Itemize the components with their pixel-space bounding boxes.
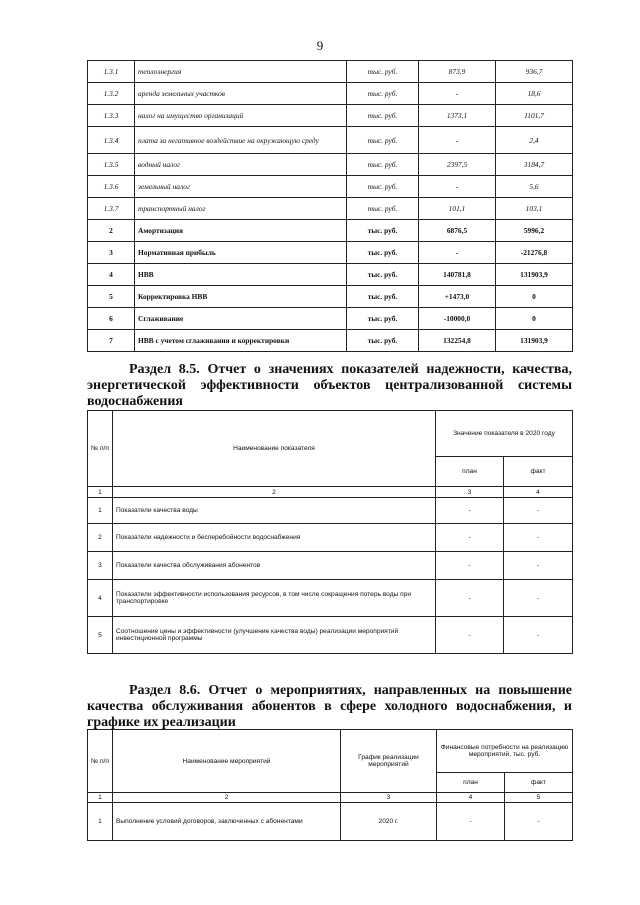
row-value-1: 101,1 bbox=[419, 198, 496, 220]
row-unit: тыс. руб. bbox=[347, 105, 419, 127]
row-value-2: 131903,9 bbox=[496, 330, 573, 352]
row-value-2: 2,4 bbox=[496, 127, 573, 154]
row-name: Амортизация bbox=[135, 220, 347, 242]
row-value-2: 5996,2 bbox=[496, 220, 573, 242]
cost-row bbox=[88, 220, 573, 242]
row-number: 3 bbox=[88, 552, 113, 580]
row-number: 1.3.5 bbox=[88, 154, 135, 176]
cost-row bbox=[88, 242, 573, 264]
indicator-row bbox=[88, 580, 573, 617]
row-value-2: 18,6 bbox=[496, 83, 573, 105]
header-plan: план bbox=[437, 773, 505, 793]
cost-row bbox=[88, 176, 573, 198]
row-number: 1.3.3 bbox=[88, 105, 135, 127]
cost-table-body bbox=[88, 61, 573, 352]
row-name: плата за негативное воздействие на окружающую среду bbox=[135, 127, 347, 154]
section-8-6-line3: графике их реализации bbox=[87, 715, 236, 730]
row-value-2: 103,1 bbox=[496, 198, 573, 220]
row-name: транспортный налог bbox=[135, 198, 347, 220]
section-8-5-line3: водоснабжения bbox=[87, 394, 183, 409]
cost-row bbox=[88, 286, 573, 308]
row-name: Выполнение условий договоров, заключенных с абонентами bbox=[113, 803, 341, 841]
row-value-1: -10000,0 bbox=[419, 308, 496, 330]
row-fact: - bbox=[504, 524, 573, 552]
row-unit: тыс. руб. bbox=[347, 83, 419, 105]
row-unit: тыс. руб. bbox=[347, 127, 419, 154]
section-8-5-line2: энергетической эффективности объектов централизованной системы bbox=[87, 378, 572, 393]
index-cell: 1 bbox=[88, 793, 113, 803]
header-finance: Финансовые потребности на реализацию мероприятий, тыс. руб. bbox=[437, 730, 573, 773]
row-name: земельный налог bbox=[135, 176, 347, 198]
row-value-1: 1373,1 bbox=[419, 105, 496, 127]
row-number: 6 bbox=[88, 308, 135, 330]
header-plan: план bbox=[436, 457, 504, 487]
row-name: водный налог bbox=[135, 154, 347, 176]
indicators-table-body bbox=[88, 498, 573, 654]
index-cell: 2 bbox=[113, 487, 436, 498]
row-number: 5 bbox=[88, 617, 113, 654]
row-unit: тыс. руб. bbox=[347, 154, 419, 176]
header-schedule: График реализации мероприятий bbox=[341, 730, 437, 793]
index-cell: 4 bbox=[437, 793, 505, 803]
measures-table-body bbox=[88, 803, 573, 841]
header-name: Наименование мероприятий bbox=[113, 730, 341, 793]
row-plan: - bbox=[436, 580, 504, 617]
section-8-5-line1: Раздел 8.5. Отчет о значениях показателей надежности, качества, bbox=[129, 362, 572, 377]
header-name: Наименование показателя bbox=[113, 411, 436, 487]
section-8-5-heading bbox=[87, 362, 572, 410]
row-value-2: 3184,7 bbox=[496, 154, 573, 176]
row-number: 7 bbox=[88, 330, 135, 352]
index-cell: 4 bbox=[504, 487, 573, 498]
header-num: № п/п bbox=[88, 411, 113, 487]
index-cell: 1 bbox=[88, 487, 113, 498]
cost-row bbox=[88, 83, 573, 105]
row-value-1: - bbox=[419, 176, 496, 198]
row-value-2: 1101,7 bbox=[496, 105, 573, 127]
indicator-row bbox=[88, 524, 573, 552]
row-value-2: 131903,9 bbox=[496, 264, 573, 286]
row-value-1: 132254,8 bbox=[419, 330, 496, 352]
row-name: Показатели качества обслуживания абонентов bbox=[113, 552, 436, 580]
section-8-6-line2: качества обслуживания абонентов в сфере холодного водоснабжения, и bbox=[87, 699, 572, 714]
section-8-6-heading bbox=[87, 683, 572, 731]
row-unit: тыс. руб. bbox=[347, 176, 419, 198]
row-name: Показатели эффективности использования ресурсов, в том числе сокращения потерь воды при транспортировке bbox=[113, 580, 436, 617]
row-value-2: -21276,8 bbox=[496, 242, 573, 264]
cost-table bbox=[87, 60, 573, 352]
cost-row bbox=[88, 61, 573, 83]
row-number: 1.3.1 bbox=[88, 61, 135, 83]
row-plan: - bbox=[436, 617, 504, 654]
row-schedule: 2020 г. bbox=[341, 803, 437, 841]
header-fact: факт bbox=[505, 773, 573, 793]
row-number: 1 bbox=[88, 803, 113, 841]
row-name: Показатели надежности и бесперебойности водоснабжения bbox=[113, 524, 436, 552]
row-number: 1 bbox=[88, 498, 113, 524]
index-cell: 2 bbox=[113, 793, 341, 803]
row-number: 4 bbox=[88, 264, 135, 286]
indicators-table bbox=[87, 410, 573, 654]
row-fact: - bbox=[504, 552, 573, 580]
row-value-1: 6876,5 bbox=[419, 220, 496, 242]
row-unit: тыс. руб. bbox=[347, 330, 419, 352]
row-value-1: 873,9 bbox=[419, 61, 496, 83]
row-number: 1.3.6 bbox=[88, 176, 135, 198]
row-name: НВВ с учетом сглаживания и корректировки bbox=[135, 330, 347, 352]
row-value-2: 0 bbox=[496, 286, 573, 308]
row-number: 2 bbox=[88, 524, 113, 552]
row-unit: тыс. руб. bbox=[347, 198, 419, 220]
cost-row bbox=[88, 154, 573, 176]
cost-row bbox=[88, 105, 573, 127]
row-name: НВВ bbox=[135, 264, 347, 286]
row-value-2: 936,7 bbox=[496, 61, 573, 83]
cost-row bbox=[88, 264, 573, 286]
row-number: 1.3.7 bbox=[88, 198, 135, 220]
row-plan: - bbox=[436, 524, 504, 552]
row-plan: - bbox=[436, 498, 504, 524]
row-fact: - bbox=[504, 617, 573, 654]
row-value-1: +1473,0 bbox=[419, 286, 496, 308]
cost-row bbox=[88, 198, 573, 220]
row-unit: тыс. руб. bbox=[347, 242, 419, 264]
row-number: 4 bbox=[88, 580, 113, 617]
row-plan: - bbox=[436, 552, 504, 580]
row-name: налог на имущество организаций bbox=[135, 105, 347, 127]
row-value-2: 0 bbox=[496, 308, 573, 330]
header-fact: факт bbox=[504, 457, 573, 487]
row-name: Показатели качества воды bbox=[113, 498, 436, 524]
row-unit: тыс. руб. bbox=[347, 220, 419, 242]
row-number: 2 bbox=[88, 220, 135, 242]
index-cell: 3 bbox=[341, 793, 437, 803]
cost-row bbox=[88, 330, 573, 352]
index-cell: 5 bbox=[505, 793, 573, 803]
row-fact: - bbox=[504, 580, 573, 617]
row-value-1: - bbox=[419, 83, 496, 105]
row-value-1: 140781,8 bbox=[419, 264, 496, 286]
indicator-row bbox=[88, 498, 573, 524]
row-unit: тыс. руб. bbox=[347, 61, 419, 83]
indicator-row bbox=[88, 552, 573, 580]
header-value: Значение показателя в 2020 году bbox=[436, 411, 573, 457]
index-cell: 3 bbox=[436, 487, 504, 498]
row-name: Корректировка НВВ bbox=[135, 286, 347, 308]
cost-row bbox=[88, 127, 573, 154]
row-name: аренда земельных участков bbox=[135, 83, 347, 105]
row-fact: - bbox=[505, 803, 573, 841]
header-num: № п/п bbox=[88, 730, 113, 793]
row-plan: - bbox=[437, 803, 505, 841]
measures-table bbox=[87, 729, 573, 841]
row-number: 1.3.4 bbox=[88, 127, 135, 154]
row-number: 5 bbox=[88, 286, 135, 308]
row-fact: - bbox=[504, 498, 573, 524]
row-value-1: - bbox=[419, 127, 496, 154]
row-number: 1.3.2 bbox=[88, 83, 135, 105]
row-value-1: 2397,5 bbox=[419, 154, 496, 176]
row-unit: тыс. руб. bbox=[347, 264, 419, 286]
row-name: теплоэнергия bbox=[135, 61, 347, 83]
section-8-6-line1: Раздел 8.6. Отчет о мероприятиях, направленных на повышение bbox=[129, 683, 572, 698]
row-name: Соотношение цены и эффективности (улучшение качества воды) реализации мероприятий инвестиционной программы bbox=[113, 617, 436, 654]
row-value-1: - bbox=[419, 242, 496, 264]
row-unit: тыс. руб. bbox=[347, 308, 419, 330]
cost-row bbox=[88, 308, 573, 330]
row-number: 3 bbox=[88, 242, 135, 264]
row-unit: тыс. руб. bbox=[347, 286, 419, 308]
row-name: Сглаживание bbox=[135, 308, 347, 330]
row-value-2: 5,6 bbox=[496, 176, 573, 198]
row-name: Нормативная прибыль bbox=[135, 242, 347, 264]
page-number: 9 bbox=[316, 38, 324, 53]
indicator-row bbox=[88, 617, 573, 654]
measure-row bbox=[88, 803, 573, 841]
